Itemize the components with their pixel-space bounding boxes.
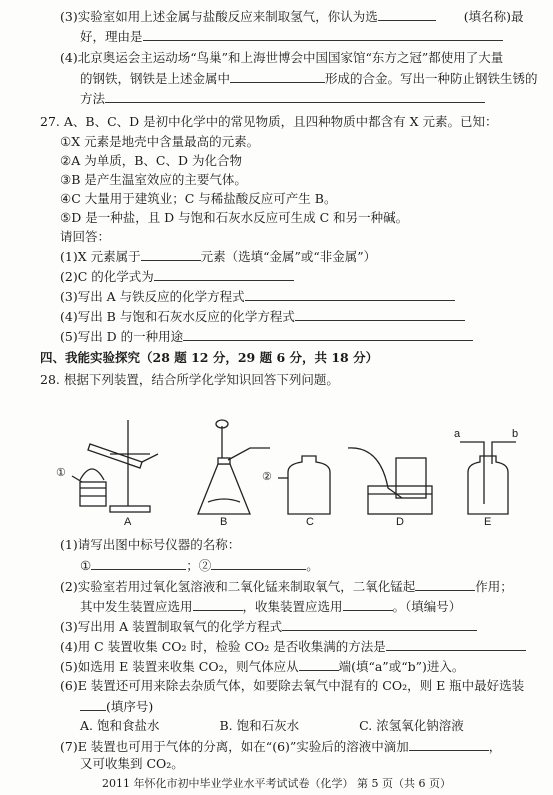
q28-part6-line2 [80, 698, 153, 715]
stand-base [110, 506, 150, 512]
q27-condition-1: ①X 元素是地壳中含量最高的元素。 [60, 134, 260, 149]
answer-blank[interactable] [295, 308, 465, 321]
page-footer: 2011 年怀化市初中毕业学业水平考试试卷（化学） 第 5 页（共 6 页） [102, 777, 451, 790]
q27-answer-5 [60, 328, 473, 345]
q28-part2-line1 [60, 578, 513, 595]
q28-part2-gen: 其中发生装置应选用 [80, 599, 193, 614]
q28-part7-text: (7)E 装置也可用于气体的分离，如在“(6)”实验后的溶液中滴加 [60, 739, 409, 754]
tube-a [460, 442, 484, 504]
q28-part6-options [80, 718, 464, 734]
answer-blank[interactable] [211, 557, 306, 570]
q28-part2-text-end: 作用； [475, 579, 513, 594]
option-c: C. 浓氢氧化钠溶液 [359, 718, 464, 733]
q28-part1-blanks [80, 557, 319, 574]
answer-blank[interactable] [343, 598, 393, 611]
alcohol-lamp [80, 482, 106, 506]
q27-answer-5-text: (5)写出 D 的一种用途 [60, 329, 184, 344]
apparatus-figure [50, 418, 520, 530]
apparatus-label-b: b [512, 428, 519, 440]
q28-part4-text: (4)用 C 装置收集 CO₂ 时，检验 CO₂ 是否收集满的方法是 [60, 639, 386, 654]
apparatus-label-a: a [454, 428, 461, 440]
answer-blank[interactable] [91, 557, 186, 570]
q27-ask: 请回答： [60, 229, 111, 244]
flask-tube [228, 448, 270, 460]
option-a: A. 饱和食盐水 [80, 718, 160, 733]
q28-part2-text: (2)实验室若用过氧化氢溶液和二氧化锰来制取氧气，二氧化锰起 [60, 579, 416, 594]
q27-condition-3: ③B 是产生温室效应的主要气体。 [60, 172, 247, 187]
q26-part4-line2 [80, 70, 538, 87]
answer-blank[interactable] [299, 658, 339, 671]
answer-blank[interactable] [183, 328, 473, 341]
apparatus-drawing [50, 418, 520, 530]
gas-bottle-e [468, 456, 508, 514]
q28-part2-col: ，收集装置应选用 [242, 599, 343, 614]
delivery-tube [142, 454, 158, 462]
q28-part1: (1)请写出图中标号仪器的名称： [60, 537, 241, 552]
q28-intro: 28. 根据下列装置，结合所学化学知识回答下列问题。 [40, 372, 339, 387]
q28-part5-text: (5)如选用 E 装置来收集 CO₂，则气体应从 [60, 659, 299, 674]
gas-bottle-c [288, 456, 330, 514]
q28-part2-line2 [80, 598, 461, 615]
answer-blank[interactable] [415, 578, 475, 591]
q27-answer-2-text: (2)C 的化学式为 [60, 269, 154, 284]
q27-answer-2 [60, 268, 294, 285]
q28-part6-hint: (填序号) [106, 699, 154, 714]
q27-condition-4: ④C 大量用于建筑业；C 与稀盐酸反应可产生 B。 [60, 191, 337, 206]
q27-answer-4-text: (4)写出 B 与饱和石灰水反应的化学方程式 [60, 309, 295, 324]
apparatus-label-1: ① [56, 467, 66, 479]
q28-part3-text: (3)写出用 A 装置制取氧气的化学方程式 [60, 619, 283, 634]
answer-blank[interactable] [143, 28, 503, 41]
q26-part3-line2 [80, 28, 503, 45]
answer-blank[interactable] [193, 598, 243, 611]
q27-answer-3 [60, 288, 455, 305]
q27-answer-1-hint: 元素（选填“金属”或“非金属”） [200, 249, 377, 264]
q27-answer-3-text: (3)写出 A 与铁反应的化学方程式 [60, 289, 245, 304]
apparatus-caption-A: A [124, 516, 132, 528]
q28-part6-line1: (6)E 装置还可用来除去杂质气体，如要除去氧气中混有的 CO₂，则 E 瓶中最好选装 [60, 678, 525, 693]
q26-part4-text3: 形成的合金。写出一种防止钢铁生锈的 [325, 71, 538, 86]
apparatus-label-2: ② [262, 471, 272, 483]
q27-condition-5: ⑤D 是一种盐，且 D 与饱和石灰水反应可生成 C 和另一种碱。 [60, 210, 409, 225]
section-four-heading: 四、我能实验探究（28 题 12 分，29 题 6 分，共 18 分） [40, 350, 379, 365]
q26-part4-line1 [60, 50, 503, 66]
q28-part4 [60, 638, 526, 655]
q27-condition-2: ②A 为单质，B、C、D 为化合物 [60, 153, 242, 168]
q28-part5 [60, 658, 464, 675]
q28-part5-hint: 端(填“a”或“b”)进入。 [338, 659, 465, 674]
q28-label-2: ；② [186, 558, 212, 573]
apparatus-caption-B: B [220, 516, 228, 528]
answer-blank[interactable] [378, 8, 436, 21]
q26-part3-line1 [60, 8, 523, 25]
q28-part3 [60, 618, 477, 635]
answer-blank[interactable] [141, 248, 201, 261]
q26-part3-text: (3)实验室如用上述金属与盐酸反应来制取氢气，你认为选 [60, 9, 378, 24]
answer-blank[interactable] [409, 738, 489, 751]
apparatus-caption-E: E [484, 516, 492, 528]
q28-period: 。 [306, 558, 319, 573]
answer-blank[interactable] [105, 90, 485, 103]
answer-blank[interactable] [230, 70, 325, 83]
water-trough [368, 486, 432, 514]
test-tube [88, 444, 142, 468]
q26-method-label: 方法 [80, 91, 106, 106]
q28-part7-line2: 又可收集到 CO₂。 [80, 756, 184, 771]
answer-blank[interactable] [282, 618, 477, 631]
conical-flask [198, 464, 250, 514]
q26-part4-text: (4)北京奥运会主运动场“鸟巢”和上海世博会中国国家馆“东方之冠”都使用了大量 [60, 50, 504, 65]
inverted-bottle [396, 458, 426, 498]
q28-part7-line1 [60, 738, 501, 755]
q26-reason-label: 好，理由是 [80, 29, 143, 44]
q27-intro: 27. A、B、C、D 是初中化学中的常见物质，且四种物质中都含有 X 元素。已知： [40, 114, 498, 129]
q28-part2-hint: 。（填编号） [392, 599, 462, 614]
q28-label-1: ① [80, 558, 92, 573]
q27-answer-4 [60, 308, 465, 325]
flame [80, 469, 104, 480]
q26-part3-text-end: (填名称)最 [463, 9, 524, 24]
option-b: B. 饱和石灰水 [219, 718, 300, 733]
apparatus-caption-D: D [396, 516, 404, 528]
q27-answer-1 [60, 248, 376, 265]
answer-blank[interactable] [386, 638, 526, 651]
q28-part7-comma: ， [488, 739, 502, 754]
q26-part4-text2: 的钢铁，钢铁是上述金属中 [80, 71, 231, 86]
q26-part4-line3 [80, 90, 485, 107]
answer-blank[interactable] [154, 268, 294, 281]
apparatus-caption-C: C [306, 516, 314, 528]
q27-answer-1-text: (1)X 元素属于 [60, 249, 141, 264]
trough-tube [348, 448, 402, 498]
answer-blank[interactable] [245, 288, 455, 301]
answer-blank[interactable] [80, 698, 106, 711]
